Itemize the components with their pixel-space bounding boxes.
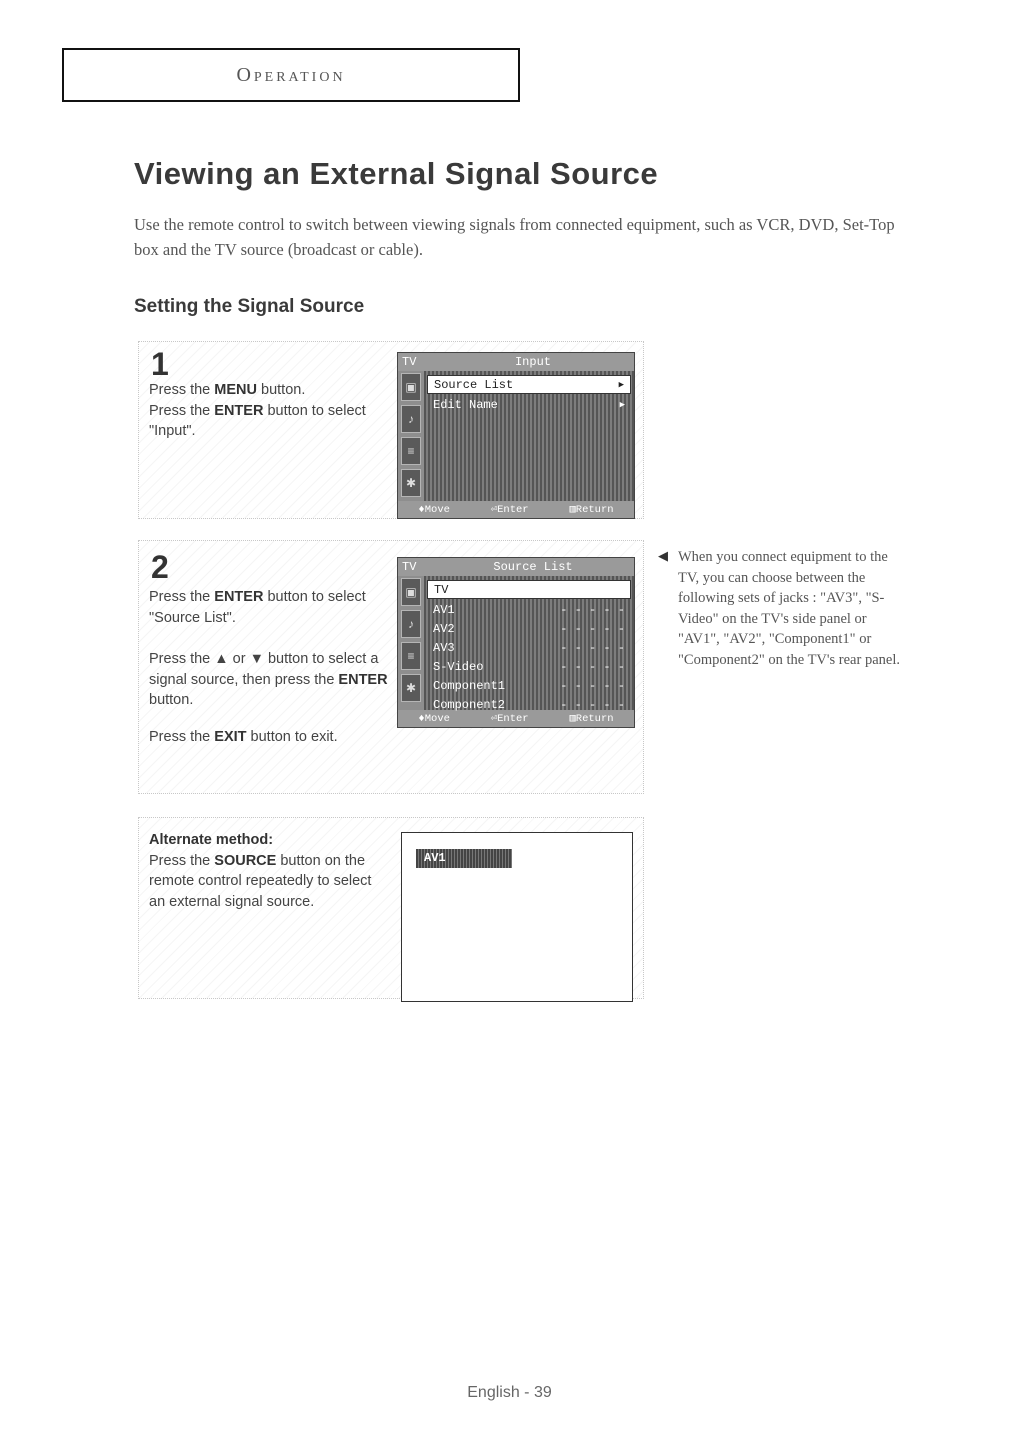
page-title: Viewing an External Signal Source [134,156,659,191]
step-1-number: 1 [151,346,169,382]
source-item-component1[interactable]: Component1 - - - - - [433,678,625,693]
osd-header [398,558,634,576]
move-hint: ♦Move [418,712,450,725]
picture-icon: ▣ [401,373,421,401]
osd-source-list [424,576,634,710]
step-2-number: 2 [151,549,169,585]
source-badge: AV1 [416,849,512,868]
menu-item-edit-name[interactable]: Edit Name ▶ [433,397,625,412]
step-1-text: Press the MENU button. Press the ENTER button to select "Input". [149,382,366,439]
page-footer: English - 39 [467,1384,552,1401]
step-1-panel [138,341,644,519]
picture-icon: ▣ [401,578,421,606]
osd-menu-list [424,371,634,501]
alternate-method-panel [138,817,644,999]
channel-icon: ≡ [401,642,421,670]
alternate-method-text: Alternate method: Press the SOURCE button on the remote control repeatedly to select an external signal source. [149,832,372,910]
enter-hint: ⏎Enter [490,713,529,725]
intro-paragraph: Use the remote control to switch between viewing signals from connected equipment, such as VCR, DVD, Set-Top box and the TV source (broadcast or cable). [134,215,895,259]
source-list-screen [397,557,635,728]
menu-key-label: MENU [214,382,257,398]
right-arrow-icon: ▶ [618,379,624,390]
section-header-text: Operation [236,63,346,86]
step-2-text-1: Press the ENTER button to select "Source List". [149,589,366,626]
channel-icon: ≡ [401,437,421,465]
enter-hint: ⏎Enter [490,504,529,516]
sound-icon: ♪ [401,405,421,433]
alternate-method-heading: Alternate method: [149,832,274,848]
section-header [62,48,520,102]
osd-footer [398,501,634,518]
menu-item-source-list[interactable]: Source List ▶ [427,375,631,394]
source-item-av3[interactable]: AV3 - - - - - [433,640,625,655]
osd-icon-column [398,371,424,501]
move-hint: ♦Move [418,503,450,516]
osd-title: Input [514,355,551,369]
source-item-av2[interactable]: AV2 - - - - - [433,621,625,636]
side-note: When you connect equipment to the TV, you can choose between the following sets of jacks : "AV3", "S-Video" on the TV's side panel or "AV1", "AV2", "Component1" or "Component2" on the TV's rear panel. [678,549,900,668]
step-2-text-3: Press the EXIT button to exit. [149,729,338,745]
source-screen [401,832,633,1002]
setup-icon: ✱ [401,469,421,497]
source-item-s-video[interactable]: S-Video - - - - - [433,659,625,674]
right-arrow-icon: ▶ [619,399,625,410]
step-2-text-2: Press the ▲ or ▼ button to select a signal source, then press the ENTER button. [149,651,388,708]
enter-key-label: ENTER [214,402,264,419]
input-menu-screen [397,352,635,519]
subheading: Setting the Signal Source [134,296,365,317]
osd-header [398,353,634,371]
step-2-panel [138,540,644,794]
setup-icon: ✱ [401,674,421,702]
return-hint: ▥Return [569,504,614,516]
osd-title: Source List [493,560,573,574]
source-item-tv[interactable]: TV [427,580,631,599]
return-hint: ▥Return [569,713,614,725]
source-item-av1[interactable]: AV1 - - - - - [433,602,625,617]
note-pointer-icon: ◀ [658,548,668,563]
source-item-component2[interactable]: Component2 - - - - - [433,697,625,712]
osd-tv-tag: TV [402,355,417,369]
osd-tv-tag: TV [402,560,417,574]
sound-icon: ♪ [401,610,421,638]
osd-icon-column [398,576,424,710]
